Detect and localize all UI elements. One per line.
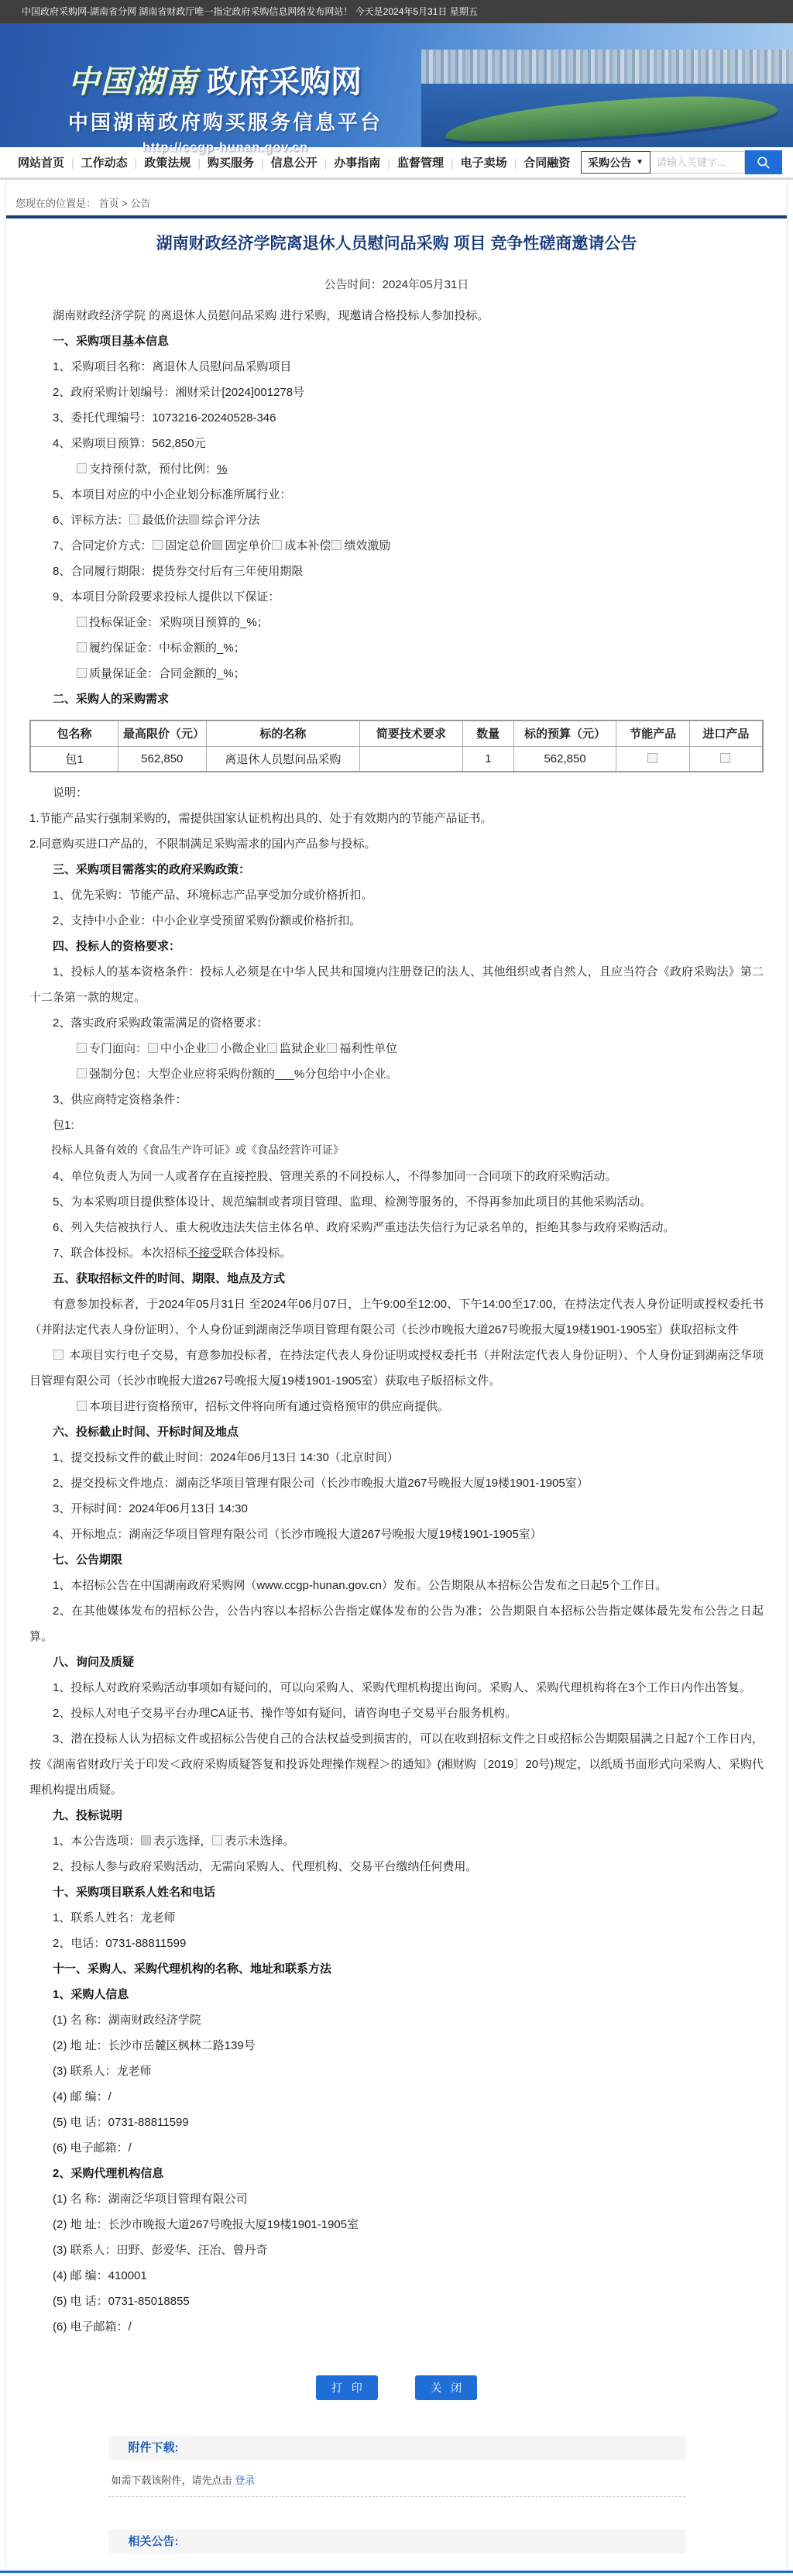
body-line: (3) 联系人：龙老师 — [53, 2065, 152, 2078]
table-cell — [360, 746, 462, 772]
body-line: 1、采购项目名称：离退休人员慰问品采购项目 — [53, 360, 292, 373]
body-line: (6) 电子邮箱：/ — [53, 2141, 132, 2155]
body-line: 2、投标人对电子交易平台办理CA证书、操作等如有疑问，请咨询电子交易平台服务机构。 — [53, 1707, 517, 1720]
table-col-header: 进口产品 — [689, 721, 763, 746]
text-segment: 福利性单位 — [339, 1042, 398, 1055]
checkbox-unchecked — [331, 540, 342, 550]
body-line — [29, 1036, 764, 1061]
nav-items — [11, 154, 581, 170]
text-segment: 专门面向： — [89, 1042, 148, 1055]
body-line: 6、列入失信被执行人、重大税收违法失信主体名单、政府采购严重违法失信行为记录名单的，拒绝其参与政府采购活动。 — [53, 1221, 675, 1234]
text-segment: 小微企业 — [220, 1042, 267, 1055]
attachment-note-text: 如需下载该附件，请先点击 — [111, 2475, 235, 2486]
checkbox-unchecked — [77, 668, 87, 678]
table-head — [30, 721, 763, 746]
text-segment: 本项目进行资格预审，招标文件将向所有通过资格预审的供应商提供。 — [89, 1400, 450, 1413]
checkbox-checked — [141, 1835, 151, 1845]
body-line: 8、合同履行期限：提货券交付后有三年使用期限 — [53, 565, 304, 578]
text-segment: 综合评分法 — [201, 514, 260, 527]
checkbox-unchecked — [720, 753, 730, 763]
body-line: 1、联系人姓名：龙老师 — [53, 1911, 176, 1924]
body-line: 5、本项目对应的中小企业划分标准所属行业： — [53, 488, 292, 501]
checkbox-unchecked — [129, 514, 139, 524]
checkbox-unchecked — [327, 1043, 337, 1053]
table-col-header: 简要技术要求 — [360, 721, 462, 746]
text-segment: 固定单价 — [225, 539, 272, 552]
breadcrumb-current[interactable]: 公告 — [130, 198, 151, 209]
publish-date: 公告时间：2024年05月31日 — [324, 278, 469, 291]
section-heading: 十、采购项目联系人姓名和电话 — [53, 1886, 216, 1899]
nav-item-2[interactable]: 政策法规 — [144, 156, 191, 170]
body-line — [29, 1240, 764, 1266]
body-line: (4) 邮 编：/ — [53, 2090, 112, 2103]
table-col-header: 数量 — [462, 721, 513, 746]
text-segment: 固定总价 — [165, 539, 212, 552]
body-line: 2、电话：0731-88811599 — [53, 1937, 187, 1950]
nav-item-5[interactable]: 办事指南 — [334, 156, 381, 170]
table-body — [30, 746, 763, 772]
body-line: 3、潜在投标人认为招标文件或招标公告使自己的合法权益受到损害的，可以在收到招标文件之日或招标公告期限届满之日起7个工作日内，按《湖南省财政厅关于印发＜政府采购质疑答复和投诉处理操作规程＞的通知》(湘财购〔2019〕20号)规定，以纸质书面形式向采购人、采购代理机构提出质疑。 — [29, 1732, 764, 1797]
checkbox-unchecked — [53, 1350, 64, 1360]
search-input[interactable] — [651, 151, 745, 174]
section-heading: 四、投标人的资格要求： — [53, 940, 181, 953]
requirements-table — [29, 720, 764, 772]
body-line — [29, 1343, 764, 1394]
search-button[interactable] — [745, 150, 782, 174]
nav-item-3[interactable]: 购买服务 — [207, 156, 254, 170]
breadcrumb-separator: > — [122, 198, 128, 209]
body-line: 3、委托代理编号：1073216-20240528-346 — [53, 411, 276, 425]
section-heading: 五、获取招标文件的时间、期限、地点及方式 — [53, 1272, 286, 1285]
body-line: 3、开标时间：2024年06月13日 14:30 — [53, 1502, 248, 1515]
table-col-header: 标的预算（元） — [513, 721, 616, 746]
text-segment: 履约保证金：中标金额的_%； — [89, 641, 245, 655]
text-segment: 绩效激励 — [344, 539, 391, 552]
logo-title: 政府采购网 — [207, 65, 362, 99]
table-header-row — [30, 721, 763, 746]
nav-divider: | — [260, 156, 264, 169]
checkbox-unchecked — [153, 540, 163, 550]
spacer — [108, 2554, 685, 2571]
body-line: 说明： — [53, 786, 88, 800]
checkbox-unchecked — [77, 463, 87, 473]
footer-area — [108, 2436, 685, 2571]
table-col-header: 标的名称 — [206, 721, 360, 746]
spacer — [108, 2497, 685, 2530]
attachments-header: 附件下载: — [108, 2436, 685, 2460]
checkbox-unchecked — [208, 1043, 218, 1053]
checkbox-unchecked — [267, 1043, 277, 1053]
nav-item-6[interactable]: 监督管理 — [396, 156, 444, 170]
checkbox-checked — [212, 540, 222, 550]
body-line: 2、政府采购计划编号：湘财采计[2024]001278号 — [53, 386, 305, 399]
body-line — [29, 635, 764, 661]
section-heading: 十一、采购人、采购代理机构的名称、地址和联系方法 — [53, 1962, 332, 1976]
nav-item-4[interactable]: 信息公开 — [270, 156, 318, 170]
nav-item-8[interactable]: 合同融资 — [524, 156, 571, 170]
text-segment: 质量保证金：合同金额的_%； — [89, 667, 245, 680]
table-cell — [616, 746, 690, 772]
body-line: 有意参加投标者，于2024年05月31日 至2024年06月07日，上午9:00至12:00、下午14:00至17:00，在持法定代表人身份证明或授权委托书（并附法定代表人身份证明）、个人身份证到湖南泛华项目管理有限公司（长沙市晚报大道267号晚报大厦19楼1901-1905室）获取招标文件 — [29, 1298, 764, 1336]
spacer — [0, 2573, 793, 2576]
nav-divider: | — [513, 156, 517, 169]
nav-divider: | — [324, 156, 328, 169]
body-line: 1、投标人的基本资格条件：投标人必须是在中华人民共和国境内注册登记的法人、其他组织或者自然人，且应当符合《政府采购法》第二十二条第一款的规定。 — [29, 965, 764, 1004]
table-cell: 包1 — [30, 746, 118, 772]
chevron-down-icon: ▼ — [636, 158, 644, 167]
nav-divider: | — [387, 156, 390, 169]
table-col-header: 节能产品 — [616, 721, 690, 746]
body-line: (2) 地 址：长沙市岳麓区枫林二路139号 — [53, 2039, 256, 2052]
body-line — [29, 456, 764, 482]
text-segment: 本项目实行电子交易，有意参加投标者，在持法定代表人身份证明或授权委托书（并附法定代表人身份证明）、个人身份证到湖南泛华项目管理有限公司（长沙市晚报大道267号晚报大厦19楼1901-1905室）获取电子版招标文件。 — [29, 1349, 764, 1388]
breadcrumb — [6, 180, 787, 215]
attachment-login-note — [108, 2460, 685, 2497]
text-segment: 6、评标方法： — [53, 514, 129, 527]
article-body-part2 — [29, 780, 764, 2340]
text-segment: 成本补偿 — [284, 539, 331, 552]
body-line: 2、提交投标文件地点：湖南泛华项目管理有限公司（长沙市晚报大道267号晚报大厦19楼1901-1905室） — [53, 1477, 589, 1490]
body-line: 4、采购项目预算：562,850元 — [53, 437, 206, 450]
body-line: (5) 电 话：0731-85018855 — [53, 2295, 190, 2308]
body-line: 1、优先采购：节能产品、环境标志产品享受加分或价格折扣。 — [53, 889, 373, 902]
body-line: (6) 电子邮箱：/ — [53, 2320, 132, 2334]
nav-divider: | — [134, 156, 138, 169]
text-segment: 最低价法 — [142, 514, 189, 527]
body-line — [29, 661, 764, 686]
search-category-value: 采购公告 — [588, 156, 632, 169]
body-line: 5、为本采购项目提供整体设计、规范编制或者项目管理、监理、检测等服务的，不得再参加此项目的其他采购活动。 — [53, 1195, 652, 1209]
search-box — [581, 150, 782, 174]
logo-title-line — [68, 64, 383, 101]
article-body-part1 — [29, 328, 764, 712]
body-line: (4) 邮 编：410001 — [53, 2269, 147, 2282]
site-logo — [68, 64, 383, 155]
section-heading: 九、投标说明 — [53, 1809, 123, 1822]
table-cell — [689, 746, 763, 772]
body-line — [29, 533, 764, 559]
checkbox-unchecked — [77, 642, 87, 652]
body-line: 1、本招标公告在中国湖南政府采购网（www.ccgp-hunan.gov.cn）发布。公告期限从本招标公告发布之日起5个工作日。 — [53, 1579, 668, 1592]
body-line — [29, 507, 764, 533]
page-container — [5, 180, 788, 2571]
table-col-header: 包名称 — [30, 721, 118, 746]
body-line — [29, 1394, 764, 1419]
body-line: (1) 名 称：湖南泛华项目管理有限公司 — [53, 2193, 248, 2206]
city-skyline-image — [421, 50, 793, 147]
section-heading: 2、采购代理机构信息 — [53, 2167, 164, 2180]
body-line: 2、投标人参与政府采购活动，无需向采购人、代理机构、交易平台缴纳任何费用。 — [53, 1860, 478, 1873]
breadcrumb-prefix: 您现在的位置是： — [15, 198, 97, 209]
body-line: 1、投标人对政府采购活动事项如有疑问的，可以向采购人、采购代理机构提出询问。采购人、采购代理机构将在3个工作日内作出答复。 — [53, 1681, 751, 1694]
table-cell: 1 — [462, 746, 513, 772]
text-segment: 投标保证金：采购项目预算的_%； — [89, 616, 269, 629]
body-line: 2、支持中小企业：中小企业享受预留采购份额或价格折扣。 — [53, 914, 362, 927]
body-line: 4、单位负责人为同一人或者存在直接控股、管理关系的不同投标人，不得参加同一合同项下的政府采购活动。 — [53, 1170, 617, 1183]
breadcrumb-home-link[interactable]: 首页 — [98, 198, 119, 209]
checkbox-unchecked — [272, 540, 282, 550]
section-heading: 七、公告期限 — [53, 1553, 123, 1567]
nav-divider: | — [71, 156, 74, 169]
action-buttons — [29, 2375, 764, 2400]
logo-calligraphy: 中国湖南 — [68, 64, 198, 100]
checkbox-unchecked — [148, 1043, 158, 1053]
section-heading: 三、采购项目需落实的政府采购政策： — [53, 863, 251, 876]
table-row — [30, 746, 763, 772]
body-line — [29, 610, 764, 635]
body-line: 2.同意购买进口产品的，不限制满足采购需求的国内产品参与投标。 — [29, 837, 376, 851]
login-link[interactable]: 登录 — [235, 2475, 256, 2486]
table-cell: 离退休人员慰问品采购 — [206, 746, 360, 772]
underlined-text: 不接受 — [187, 1247, 222, 1260]
section-heading: 八、询问及质疑 — [53, 1656, 135, 1669]
body-line: 包1: — [53, 1119, 74, 1132]
section-heading: 二、采购人的采购需求 — [53, 693, 170, 706]
body-line: 投标人具备有效的《食品生产许可证》或《食品经营许可证》 — [51, 1144, 344, 1157]
related-announcements-header: 相关公告: — [108, 2530, 685, 2554]
text-segment: 7、合同定价方式： — [53, 539, 153, 552]
checkbox-unchecked — [77, 1401, 87, 1411]
intro-paragraph: 湖南财政经济学院 的离退休人员慰问品采购 进行采购，现邀请合格投标人参加投标。 — [53, 309, 489, 322]
text-segment: 中小企业 — [160, 1042, 208, 1055]
body-line: 9、本项目分阶段要求投标人提供以下保证： — [53, 590, 280, 604]
checkbox-unchecked — [647, 753, 657, 763]
body-line: 4、开标地点：湖南泛华项目管理有限公司（长沙市晚报大道267号晚报大厦19楼1901-1905室） — [53, 1528, 542, 1541]
checkbox-unchecked — [77, 617, 87, 627]
site-notice-bar — [0, 0, 793, 23]
section-heading: 一、采购项目基本信息 — [53, 335, 170, 348]
checkbox-unchecked — [212, 1835, 222, 1845]
title-divider — [6, 215, 787, 218]
site-notice-text: 中国政府采购网-湖南省分网 湖南省财政厅唯一指定政府采购信息网络发布网站！ 今天是2024年5月31日 星期五 — [22, 6, 478, 17]
text-segment: 强制分包：大型企业应将采购份额的___%分包给中小企业。 — [89, 1068, 398, 1081]
text-segment: 支持预付款，预付比例： — [89, 463, 218, 476]
section-heading: 1、采购人信息 — [53, 1988, 129, 2001]
logo-url: http://ccgp-hunan.gov.cn — [142, 141, 308, 154]
body-line — [29, 1061, 764, 1087]
page-title: 湖南财政经济学院离退休人员慰问品采购 项目 竞争性磋商邀请公告 — [156, 235, 637, 253]
table-col-header: 最高限价（元） — [118, 721, 207, 746]
body-line: (3) 联系人：田野、彭爱华、汪冶、曾丹奇 — [53, 2244, 268, 2257]
body-line: (5) 电 话：0731-88811599 — [53, 2116, 189, 2129]
checkbox-unchecked — [77, 1043, 87, 1053]
text-segment: 表示未选择。 — [225, 1835, 295, 1848]
section-heading: 六、投标截止时间、开标时间及地点 — [53, 1426, 239, 1439]
nav-item-0[interactable]: 网站首页 — [18, 156, 65, 170]
body-line: 1.节能产品实行强制采购的，需提供国家认证机构出具的、处于有效期内的节能产品证书。 — [29, 812, 493, 825]
announcement-article — [6, 232, 787, 2571]
header-banner — [0, 23, 793, 154]
text-segment: 表示选择， — [153, 1835, 212, 1848]
text-segment: 联合体投标。 — [221, 1247, 292, 1260]
body-line: 2、落实政府采购政策需满足的资格要求： — [53, 1016, 269, 1030]
text-segment: 7、联合体投标。本次招标 — [53, 1247, 187, 1260]
nav-divider: | — [197, 156, 201, 169]
search-category-select[interactable] — [581, 151, 651, 174]
body-line — [29, 1828, 764, 1854]
close-button[interactable]: 关 闭 — [415, 2375, 477, 2400]
body-line: 2、在其他媒体发布的招标公告，公告内容以本招标公告指定媒体发布的公告为准；公告期限自本招标公告指定媒体最先发布公告之日起算。 — [29, 1604, 764, 1643]
body-line: 3、供应商特定资格条件： — [53, 1093, 187, 1106]
table-cell: 562,850 — [513, 746, 616, 772]
text-segment: 监狱企业 — [280, 1042, 327, 1055]
body-line: 1、提交投标文件的截止时间：2024年06月13日 14:30（北京时间） — [53, 1451, 399, 1464]
checkbox-unchecked — [77, 1068, 87, 1078]
body-line: (2) 地 址：长沙市晚报大道267号晚报大厦19楼1901-1905室 — [53, 2218, 359, 2231]
body-line: (1) 名 称：湖南财政经济学院 — [53, 2014, 201, 2027]
search-icon — [756, 155, 771, 170]
logo-subtitle: 中国湖南政府购买服务信息平台 — [68, 111, 383, 134]
nav-item-7[interactable]: 电子卖场 — [460, 156, 507, 170]
nav-divider: | — [450, 156, 454, 169]
table-cell: 562,850 — [118, 746, 207, 772]
underlined-text: % — [217, 463, 228, 476]
print-button[interactable]: 打 印 — [316, 2375, 378, 2400]
text-segment: 1、本公告选项： — [53, 1835, 141, 1848]
nav-item-1[interactable]: 工作动态 — [81, 156, 128, 170]
checkbox-checked — [189, 514, 199, 524]
